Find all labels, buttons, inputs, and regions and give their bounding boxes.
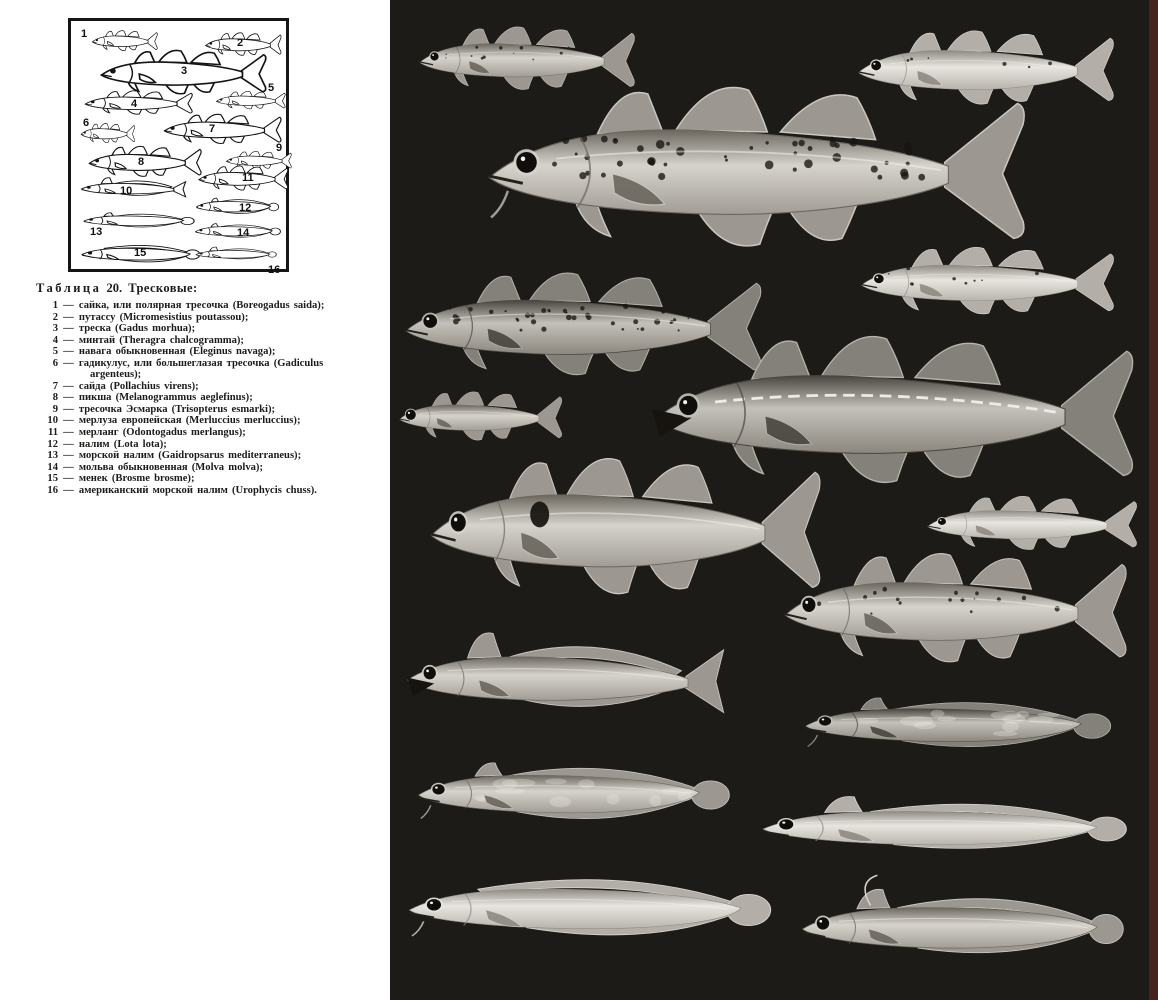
page-edge-strip xyxy=(1149,0,1158,1000)
fish-illustration-5 xyxy=(856,242,1120,322)
key-fish-number-6: 6 xyxy=(83,117,90,129)
fish-illustration-10 xyxy=(403,622,737,738)
legend-entry xyxy=(36,323,372,335)
fish-illustration-16 xyxy=(798,873,1138,985)
plate-caption xyxy=(36,281,372,496)
legend-entry-dash: — xyxy=(59,357,78,369)
key-fish-number-9: 9 xyxy=(276,142,283,154)
legend-entry-text: путассу (Micromesistius poutassou); xyxy=(78,311,249,323)
legend-entry-text: тресочка Эсмарка (Trisopterus esmarki); xyxy=(78,403,276,415)
legend-entry-number: 3 xyxy=(52,323,58,335)
key-fish-number-10: 10 xyxy=(120,185,133,197)
key-fish-sketch-16 xyxy=(195,244,280,265)
legend-entry-number: 4 xyxy=(52,334,58,346)
legend-entry xyxy=(36,439,372,451)
legend-entry xyxy=(36,335,372,347)
legend-entry xyxy=(36,392,372,404)
legend-entry-text: сайда (Pollachius virens); xyxy=(78,380,199,392)
legend-entry-number: 2 xyxy=(52,311,58,323)
fish-illustration-13 xyxy=(413,748,746,842)
key-fish-number-8: 8 xyxy=(138,156,145,168)
legend-entry-dash: — xyxy=(59,311,78,323)
legend-entry-text: мольва обыкновенная (Molva molva); xyxy=(78,461,263,473)
key-fish-number-13: 13 xyxy=(90,226,103,238)
legend-entry-number: 1 xyxy=(52,300,58,311)
legend-entry-dash: — xyxy=(59,461,78,473)
legend-entry-dash: — xyxy=(59,427,78,439)
legend-entry-text: морской налим (Gaidropsarus mediterraneus); xyxy=(78,450,302,462)
fish-illustration-11 xyxy=(778,545,1135,675)
legend-entry-dash: — xyxy=(59,323,78,335)
fish-illustration-14 xyxy=(758,783,1143,875)
legend-entry-text: мерланг (Odontogadus merlangus); xyxy=(78,427,246,439)
legend-entry-dash: — xyxy=(59,403,78,415)
legend-entry-number: 5 xyxy=(52,346,58,358)
key-fish-number-12: 12 xyxy=(239,202,252,214)
legend-entry-dash: — xyxy=(59,380,78,392)
legend-entry-text: пикша (Melanogrammus aeglefinus); xyxy=(78,392,253,404)
legend-entry xyxy=(36,381,372,393)
legend-entry xyxy=(36,404,372,416)
key-fish-number-16: 16 xyxy=(268,264,281,276)
legend-entry-dash: — xyxy=(59,334,78,346)
plate-key-box xyxy=(68,18,289,276)
legend-entry-number: 6 xyxy=(52,357,58,369)
key-fish-number-11: 11 xyxy=(242,172,254,184)
legend-entry xyxy=(36,450,372,462)
legend-entry-dash: — xyxy=(59,438,78,450)
fish-illustration-6 xyxy=(396,388,566,446)
legend-entry-number: 8 xyxy=(52,392,58,404)
caption-title xyxy=(36,281,372,296)
key-fish-number-2: 2 xyxy=(237,37,244,49)
legend-entry-text: треска (Gadus morhua); xyxy=(78,323,196,335)
legend-entry-number: 11 xyxy=(47,427,58,439)
legend-entry-number: 9 xyxy=(52,403,58,415)
legend-entry-dash: — xyxy=(59,473,78,485)
legend-entry-text: навага обыкновенная (Eleginus navaga); xyxy=(78,346,276,358)
legend-entry-dash: — xyxy=(59,415,78,427)
legend-entry-dash: — xyxy=(59,484,78,496)
caption-title-family: Тресковые: xyxy=(128,281,198,295)
legend-entry xyxy=(36,346,372,358)
key-fish-number-3: 3 xyxy=(181,65,188,77)
legend-entry xyxy=(36,300,372,312)
caption-title-number: 20. xyxy=(106,281,123,295)
fish-illustration-15 xyxy=(403,858,790,962)
legend-entry xyxy=(36,462,372,474)
legend-entry xyxy=(36,415,372,427)
fish-illustration-3 xyxy=(478,75,1038,265)
legend-entry-dash: — xyxy=(59,300,78,311)
legend-entry xyxy=(36,312,372,324)
legend-entry-text: американский морской налим (Urophycis chuss). xyxy=(78,484,317,496)
key-fish-number-5: 5 xyxy=(268,82,275,94)
key-fish-sketch-7 xyxy=(162,112,284,147)
legend-entry-text: менек (Brosme brosme); xyxy=(78,473,195,485)
legend-entry-text: минтай (Theragra chalcogramma); xyxy=(78,334,244,346)
legend-entry-text: сайка, или полярная тресочка (Boreogadus saida); xyxy=(78,300,325,311)
legend-entry-text: мерлуза европейская (Merluccius merluccius); xyxy=(78,415,301,427)
legend-entry-text: налим (Lota lota); xyxy=(78,438,167,450)
caption-title-word: Таблица xyxy=(36,281,102,295)
legend-entry-number: 15 xyxy=(47,473,58,485)
legend-entry-number: 16 xyxy=(47,484,58,496)
legend-entry-number: 12 xyxy=(47,438,58,450)
legend-entry-dash: — xyxy=(59,450,78,462)
key-fish-number-4: 4 xyxy=(131,98,138,110)
legend-entry xyxy=(36,358,372,381)
key-fish-number-1: 1 xyxy=(81,28,88,40)
fish-illustration-12 xyxy=(800,685,1127,767)
legend-entry xyxy=(36,427,372,439)
key-fish-number-7: 7 xyxy=(209,123,216,135)
legend-entry xyxy=(36,473,372,485)
legend-entry-text: гадикулус, или большеглазая тресочка (Gadiculus argenteus); xyxy=(78,357,324,381)
fish-illustration-8 xyxy=(423,448,830,610)
key-fish-number-15: 15 xyxy=(134,247,147,259)
legend-entry-number: 7 xyxy=(52,380,58,392)
legend-entry-number: 13 xyxy=(47,450,58,462)
legend-entry-dash: — xyxy=(59,392,78,404)
legend-entry xyxy=(36,485,372,497)
legend-entry-dash: — xyxy=(59,346,78,358)
illustration-panel xyxy=(390,0,1158,1000)
key-fish-sketch-5 xyxy=(215,90,287,111)
legend-entry-number: 10 xyxy=(47,415,58,427)
key-fish-sketch-10 xyxy=(80,175,190,203)
key-fish-number-14: 14 xyxy=(237,227,250,239)
species-legend xyxy=(36,300,372,496)
legend-entry-number: 14 xyxy=(47,461,58,473)
